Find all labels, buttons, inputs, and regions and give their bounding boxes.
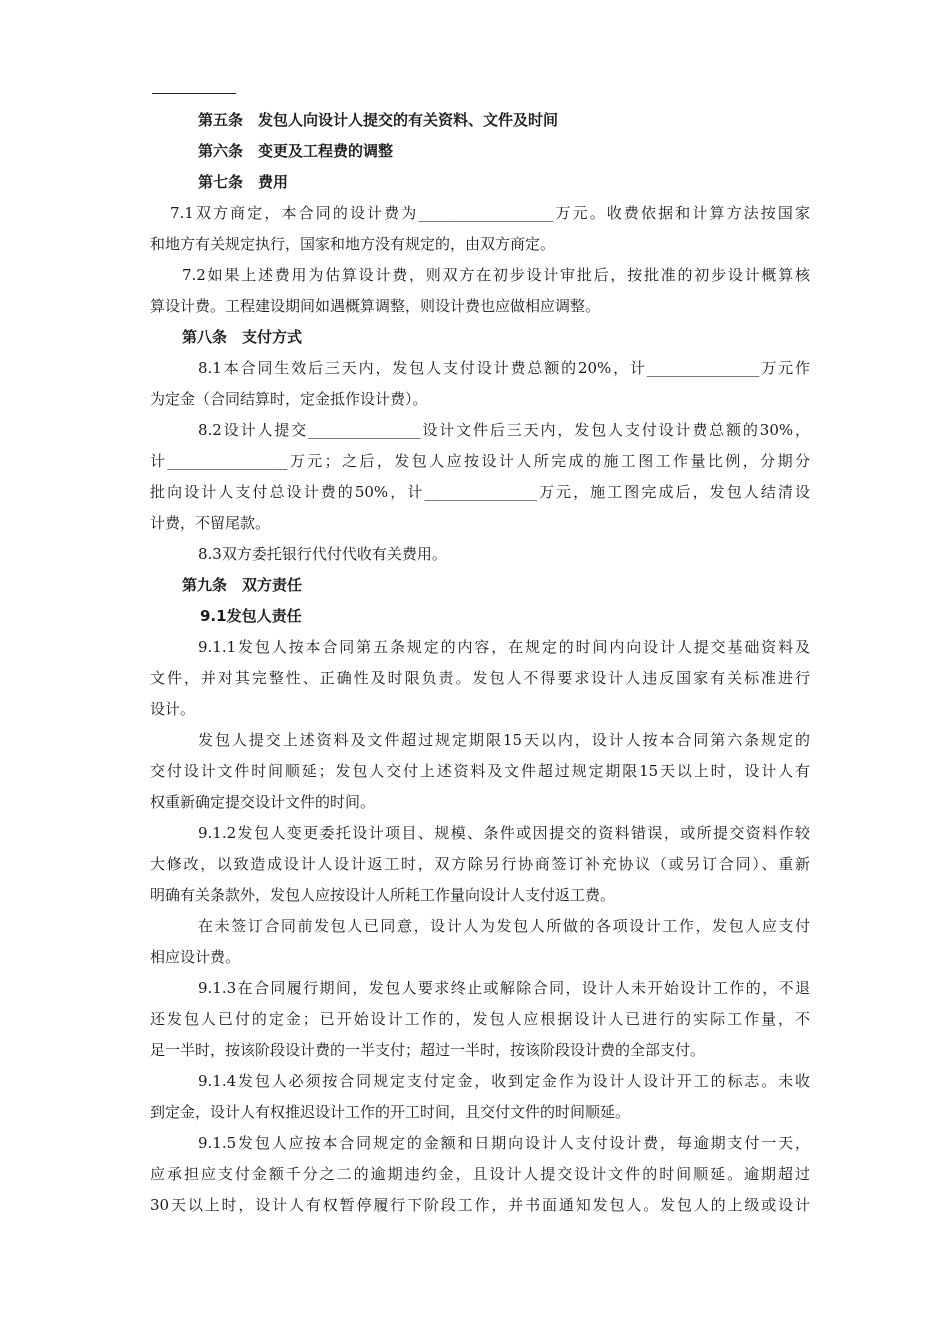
clause-8-2-line-4: 计费，不留尾款。: [150, 514, 271, 532]
clause-9-1-1-line-2: 文件，并对其完整性、正确性及时限负责。发包人不得要求设计人违反国家有关标准进行: [150, 669, 810, 687]
section-9-heading: 第九条 双方责任: [182, 576, 303, 594]
clause-8-1-line-2: 为定金（合同结算时，定金抵作设计费）。: [150, 390, 428, 408]
clause-9-1-2-line-1: 9.1.2发包人变更委托设计项目、规模、条件或因提交的资料错误，或所提交资料作较: [198, 824, 810, 842]
clause-9-1-2-line-5: 相应设计费。: [150, 948, 241, 966]
clause-9-1-2-line-2: 大修改，以致造成设计人设计返工时，双方除另行协商签订补充协议（或另订合同）、重新: [150, 855, 810, 873]
clause-9-1-4-line-1: 9.1.4发包人必须按合同规定支付定金，收到定金作为设计人设计开工的标志。未收: [198, 1072, 810, 1090]
clause-9-1-1-line-5: 交付设计文件时间顺延；发包人交付上述资料及文件超过规定期限15天以上时，设计人有: [150, 762, 810, 780]
clause-8-2-line-1: 8.2设计人提交_______________设计文件后三天内，发包人支付设计费总额的30%，: [198, 421, 810, 439]
clause-8-1-line-1: 8.1本合同生效后三天内，发包人支付设计费总额的20%，计_______________万元作: [198, 359, 810, 377]
section-7-heading: 第七条 费用: [198, 173, 289, 191]
clause-9-1-3-line-3: 足一半时，按该阶段设计费的一半支付；超过一半时，按该阶段设计费的全部支付。: [150, 1041, 706, 1059]
clause-9-1-3-line-1: 9.1.3在合同履行期间，发包人要求终止或解除合同，设计人未开始设计工作的，不退: [198, 979, 810, 997]
clause-9-1-5-line-3: 30天以上时，设计人有权暂停履行下阶段工作，并书面通知发包人。发包人的上级或设计: [150, 1196, 810, 1214]
clause-7-1-line-2: 和地方有关规定执行，国家和地方没有规定的，由双方商定。: [150, 235, 556, 253]
clause-7-2-line-1: 7.2如果上述费用为估算设计费，则双方在初步设计审批后，按批准的初步设计概算核: [182, 266, 810, 284]
header-rule: [152, 93, 236, 94]
clause-7-2-line-2: 算设计费。工程建设期间如遇概算调整，则设计费也应做相应调整。: [150, 297, 601, 315]
clause-9-1-1-line-1: 9.1.1发包人按本合同第五条规定的内容，在规定的时间内向设计人提交基础资料及: [198, 638, 810, 656]
clause-9-1-1-line-6: 权重新确定提交设计文件的时间。: [150, 793, 376, 811]
section-5-heading: 第五条 发包人向设计人提交的有关资料、文件及时间: [198, 111, 559, 129]
clause-9-1-1-line-4: 发包人提交上述资料及文件超过规定期限15天以内，设计人按本合同第六条规定的: [198, 731, 810, 749]
clause-8-2-line-2: 计________________万元；之后，发包人应按设计人所完成的施工图工作量比例，分期分: [150, 452, 810, 470]
contract-body: [150, 105, 810, 1221]
clause-7-1-line-1: 7.1双方商定，本合同的设计费为__________________万元。收费依据和计算方法按国家: [170, 204, 810, 222]
clause-9-1-4-line-2: 到定金，设计人有权推迟设计工作的开工时间，且交付文件的时间顺延。: [150, 1103, 631, 1121]
clause-8-2-line-3: 批向设计人支付总设计费的50%，计_______________万元，施工图完成后，发包人结清设: [150, 483, 810, 501]
clause-9-1-5-line-2: 应承担应支付金额千分之二的逾期违约金，且设计人提交设计文件的时间顺延。逾期超过: [150, 1165, 810, 1183]
section-6-heading: 第六条 变更及工程费的调整: [198, 142, 394, 160]
clause-9-1-2-line-4: 在未签订合同前发包人已同意，设计人为发包人所做的各项设计工作，发包人应支付: [198, 917, 810, 935]
clause-9-1-1-line-3: 设计。: [150, 700, 196, 718]
clause-9-1-3-line-2: 还发包人已付的定金；已开始设计工作的，发包人应根据设计人已进行的实际工作量，不: [150, 1010, 810, 1028]
clause-9-1-heading: 9.1发包人责任: [200, 607, 302, 625]
section-8-heading: 第八条 支付方式: [182, 328, 303, 346]
clause-9-1-2-line-3: 明确有关条款外，发包人应按设计人所耗工作量向设计人支付返工费。: [150, 886, 616, 904]
clause-8-3: 8.3双方委托银行代付代收有关费用。: [198, 545, 447, 563]
clause-9-1-5-line-1: 9.1.5发包人应按本合同规定的金额和日期向设计人支付设计费，每逾期支付一天，: [198, 1134, 810, 1152]
